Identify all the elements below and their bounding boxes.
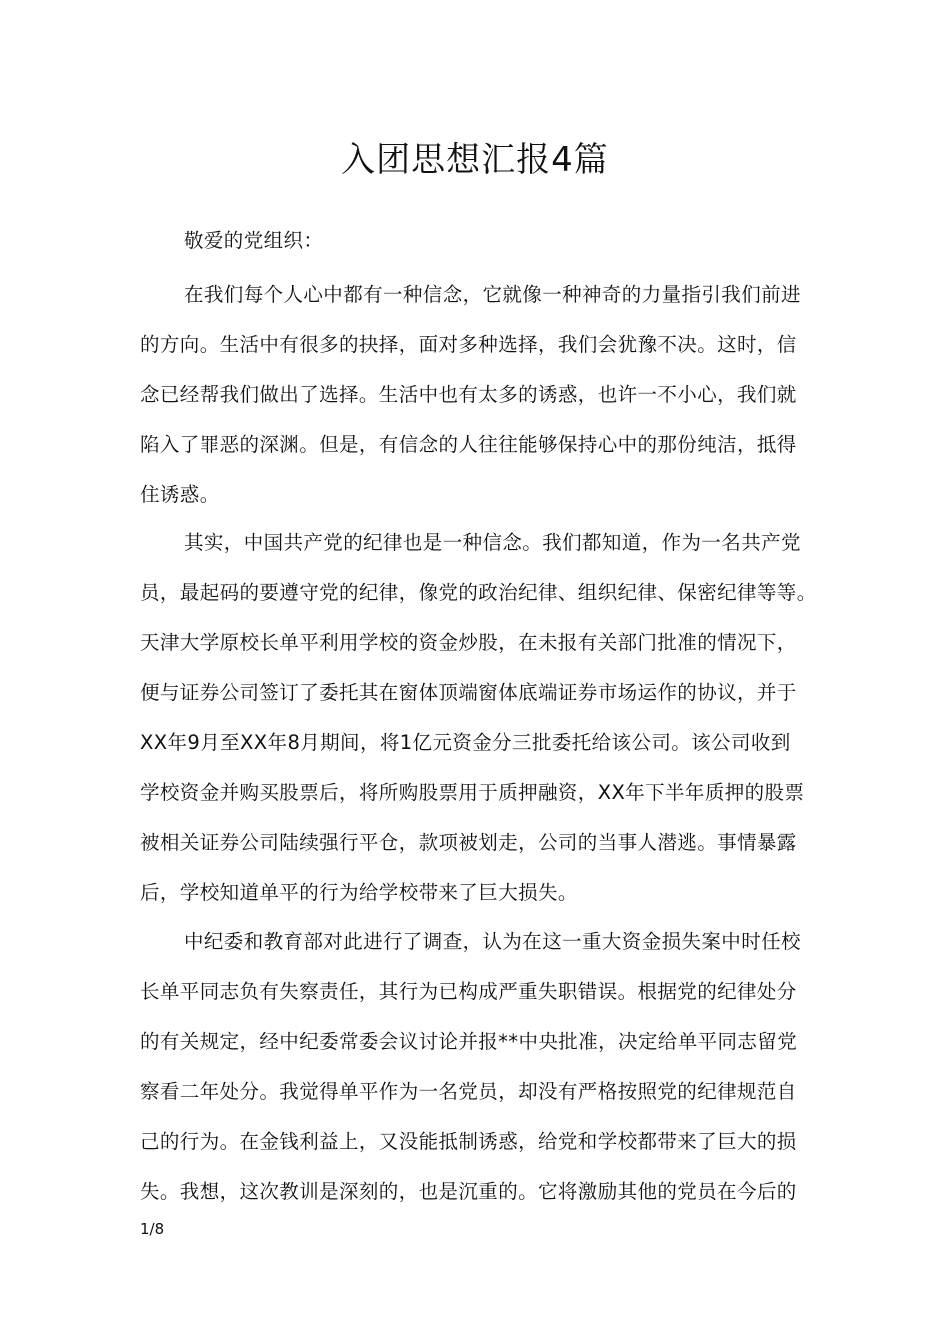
paragraph-line: 后，学校知道单平的行为给学校带来了巨大损失。: [140, 881, 578, 904]
paragraph-line: 便与证券公司签订了委托其在窗体顶端窗体底端证券市场运作的协议，并于: [140, 681, 797, 704]
paragraph-2: [140, 518, 820, 918]
paragraph-line: 的有关规定，经中纪委常委会议讨论并报**中央批准，决定给单平同志留党: [140, 1030, 798, 1053]
paragraph-line: 失。我想，这次教训是深刻的，也是沉重的。它将激励其他的党员在今后的: [140, 1180, 797, 1203]
paragraph-3: [140, 917, 820, 1217]
paragraph-line: 的方向。生活中有很多的抉择，面对多种选择，我们会犹豫不决。这时，信: [140, 333, 797, 356]
page-number: 1/8: [140, 1220, 165, 1238]
paragraph-line: 天津大学原校长单平利用学校的资金炒股，在未报有关部门批准的情况下，: [140, 631, 797, 654]
paragraph-line: 学校资金并购买股票后，将所购股票用于质押融资，XX年下半年质押的股票: [140, 781, 805, 804]
paragraph-line: XX年9月至XX年8月期间，将1亿元资金分三批委托给该公司。该公司收到: [140, 731, 791, 754]
paragraph-1: [140, 270, 820, 520]
paragraph-line: 住诱惑。: [140, 483, 220, 506]
salutation: 敬爱的党组织：: [184, 229, 324, 252]
paragraph-line: 念已经帮我们做出了选择。生活中也有太多的诱惑，也许一不小心，我们就: [140, 383, 797, 406]
paragraph-line: 其实，中国共产党的纪律也是一种信念。我们都知道，作为一名共产党: [184, 531, 801, 554]
paragraph-line: 己的行为。在金钱利益上，又没能抵制诱惑，给党和学校都带来了巨大的损: [140, 1130, 797, 1153]
paragraph-line: 员，最起码的要遵守党的纪律，像党的政治纪律、组织纪律、保密纪律等等。: [140, 581, 817, 604]
document-title: 入团思想汇报4篇: [341, 140, 609, 180]
paragraph-line: 陷入了罪恶的深渊。但是，有信念的人往往能够保持心中的那份纯洁，抵得: [140, 433, 797, 456]
paragraph-line: 中纪委和教育部对此进行了调查，认为在这一重大资金损失案中时任校: [184, 930, 801, 953]
paragraph-line: 被相关证券公司陆续强行平仓，款项被划走，公司的当事人潜逃。事情暴露: [140, 831, 797, 854]
paragraph-line: 在我们每个人心中都有一种信念，它就像一种神奇的力量指引我们前进: [184, 283, 801, 306]
paragraph-line: 察看二年处分。我觉得单平作为一名党员，却没有严格按照党的纪律规范自: [140, 1080, 797, 1103]
paragraph-line: 长单平同志负有失察责任，其行为已构成严重失职错误。根据党的纪律处分: [140, 980, 797, 1003]
salutation-block: [140, 216, 820, 266]
